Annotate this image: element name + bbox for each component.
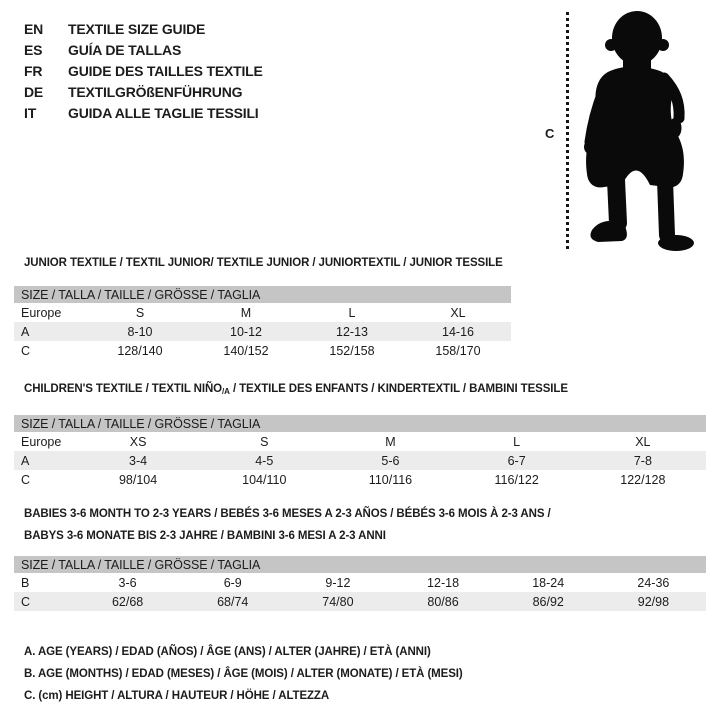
age-cell: 6-9	[223, 575, 242, 590]
height-cell: 152/158	[329, 343, 375, 358]
age-cell: 7-8	[580, 451, 706, 470]
language-title: GUIDE DES TAILLES TEXTILE	[68, 63, 263, 79]
children-title-subscript: /A	[222, 387, 230, 396]
language-row-it	[24, 103, 263, 124]
junior-size-table	[14, 286, 511, 360]
language-title: GUÍA DE TALLAS	[68, 42, 182, 58]
row-label: B	[21, 575, 30, 590]
row-label: C	[21, 343, 31, 358]
height-cell: 62/68	[75, 592, 180, 611]
row-label: A	[14, 322, 87, 341]
age-cell: 3-4	[75, 451, 201, 470]
age-cell: 6-7	[454, 451, 580, 470]
table-row-height-cm	[14, 592, 706, 611]
language-row-es	[24, 40, 263, 61]
size-cell: S	[260, 434, 269, 449]
height-cell: 122/128	[620, 472, 666, 487]
language-code: DE	[24, 84, 44, 100]
table-row-height-cm	[14, 470, 706, 489]
language-row-de	[24, 82, 263, 103]
language-row-en	[24, 19, 263, 40]
language-title: TEXTILGRÖßENFÜHRUNG	[68, 84, 243, 100]
height-cell: 74/80	[285, 592, 390, 611]
language-title: GUIDA ALLE TAGLIE TESSILI	[68, 105, 259, 121]
language-code: IT	[24, 105, 37, 121]
height-cell: 68/74	[180, 592, 285, 611]
children-size-table	[14, 415, 706, 489]
height-marker-label: C	[545, 126, 555, 141]
legend	[24, 641, 463, 707]
legend-line-height-cm: C. (cm) HEIGHT / ALTURA / HAUTEUR / HÖHE / ALTEZZA	[24, 690, 330, 702]
language-code: EN	[24, 21, 44, 37]
row-label: C	[14, 592, 75, 611]
size-header-row	[14, 556, 706, 573]
height-cell: 86/92	[496, 592, 601, 611]
row-label: A	[14, 451, 75, 470]
age-cell: 18-24	[532, 575, 565, 590]
size-cell: XL	[450, 305, 466, 320]
table-row-age-years	[14, 451, 706, 470]
language-title: TEXTILE SIZE GUIDE	[68, 21, 206, 37]
legend-line-age-years: A. AGE (YEARS) / EDAD (AÑOS) / ÂGE (ANS) / ALTER (JAHRE) / ETÀ (ANNI)	[24, 646, 431, 658]
height-cell: 92/98	[601, 592, 706, 611]
age-cell: 8-10	[87, 322, 193, 341]
height-cell: 128/140	[117, 343, 163, 358]
junior-section-title: JUNIOR TEXTILE / TEXTIL JUNIOR/ TEXTILE JUNIOR / JUNIORTEXTIL / JUNIOR TESSILE	[24, 257, 503, 269]
babies-section-title	[24, 503, 551, 547]
age-cell: 9-12	[325, 575, 351, 590]
children-title-pre: CHILDREN'S TEXTILE / TEXTIL NIÑO	[24, 383, 223, 395]
age-cell: 10-12	[193, 322, 299, 341]
row-label: C	[21, 472, 31, 487]
size-cell: S	[135, 305, 145, 320]
age-cell: 3-6	[118, 575, 137, 590]
table-row-age-years	[14, 322, 511, 341]
toddler-silhouette-icon	[578, 8, 718, 253]
language-code: FR	[24, 63, 43, 79]
age-cell: 24-36	[637, 575, 670, 590]
children-section-title	[24, 383, 568, 396]
language-code: ES	[24, 42, 43, 58]
size-cell: XS	[129, 434, 147, 449]
height-cell: 140/152	[223, 343, 269, 358]
height-cell: 110/116	[368, 472, 413, 487]
size-header-label: SIZE / TALLA / TAILLE / GRÖSSE / TAGLIA	[14, 556, 706, 573]
babies-title-line2: BABYS 3-6 MONATE BIS 2-3 JAHRE / BAMBINI 3-6 MESI A 2-3 ANNI	[24, 530, 386, 542]
size-cell: M	[240, 305, 252, 320]
size-header-label: SIZE / TALLA / TAILLE / GRÖSSE / TAGLIA	[14, 286, 511, 303]
size-cell: L	[348, 305, 356, 320]
age-cell: 12-18	[427, 575, 460, 590]
size-header-row	[14, 415, 706, 432]
size-cell: XL	[635, 434, 651, 449]
height-cell: 98/104	[118, 472, 158, 487]
height-measure-line	[566, 12, 569, 249]
size-header-row	[14, 286, 511, 303]
language-row-fr	[24, 61, 263, 82]
language-title-list	[24, 19, 263, 124]
legend-line-age-months: B. AGE (MONTHS) / EDAD (MESES) / ÂGE (MOIS) / ALTER (MONATE) / ETÀ (MESI)	[24, 668, 463, 680]
height-cell: 104/110	[242, 472, 287, 487]
size-cell: L	[513, 434, 521, 449]
height-cell: 80/86	[390, 592, 495, 611]
size-header-label: SIZE / TALLA / TAILLE / GRÖSSE / TAGLIA	[14, 415, 706, 432]
height-cell: 116/122	[494, 472, 539, 487]
table-row-age-months	[14, 573, 706, 592]
table-row-europe	[14, 303, 511, 322]
table-row-europe	[14, 432, 706, 451]
babies-size-table	[14, 556, 706, 611]
children-title-post: / TEXTILE DES ENFANTS / KINDERTEXTIL / BAMBINI TESSILE	[229, 383, 568, 395]
height-cell: 158/170	[435, 343, 481, 358]
age-cell: 14-16	[405, 322, 511, 341]
babies-title-line1: BABIES 3-6 MONTH TO 2-3 YEARS / BEBÉS 3-6 MESES A 2-3 AÑOS / BÉBÉS 3-6 MOIS À 2-3 ANS /	[24, 508, 551, 520]
row-label: Europe	[21, 434, 62, 449]
table-row-height-cm	[14, 341, 511, 360]
size-cell: M	[385, 434, 396, 449]
row-label: Europe	[21, 305, 62, 320]
age-cell: 5-6	[327, 451, 453, 470]
age-cell: 12-13	[299, 322, 405, 341]
age-cell: 4-5	[201, 451, 327, 470]
